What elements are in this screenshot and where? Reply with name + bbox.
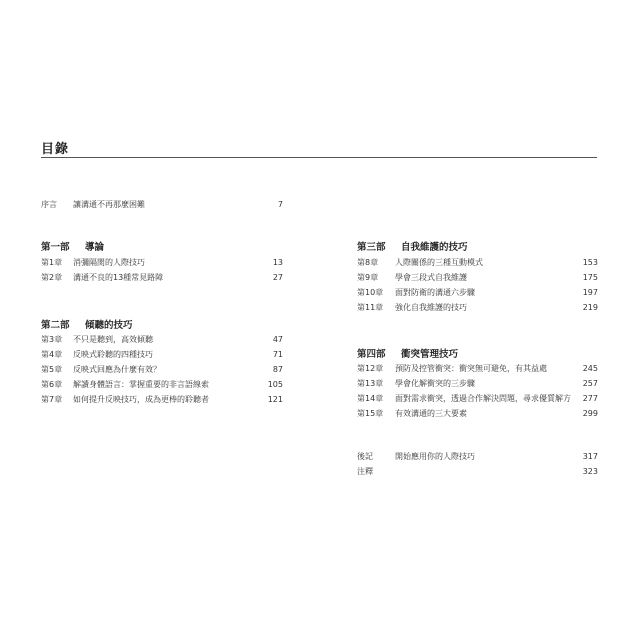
chapter-title: 如何提升反映技巧，成為更棒的聆聽者 [73,395,209,404]
chapter-title: 溝通不良的13種常見路障 [73,273,164,282]
afterword-page: 317 [582,452,598,461]
preface-label: 序言 [41,200,57,209]
chapter-page: 121 [267,395,283,404]
chapter-label: 第9章 [357,273,379,282]
chapter-page: 245 [582,364,598,373]
chapter-title: 反映式回應為什麼有效？ [73,365,161,374]
chapter-label: 第4章 [41,350,63,359]
chapter-title: 學會化解衝突的三步驟 [395,379,475,388]
chapter-title: 強化自我維護的技巧 [395,303,467,312]
part-name: 導論 [85,242,105,253]
chapter-label: 第13章 [357,379,384,388]
chapter-label: 第15章 [357,409,384,418]
notes-label: 注釋 [357,467,373,476]
part-name: 自我維護的技巧 [401,242,468,253]
chapter-page: 27 [272,273,283,282]
chapter-title: 解讀身體語言：掌握重要的非言語線索 [73,380,209,389]
chapter-label: 第3章 [41,335,63,344]
part-number: 第三部 [357,242,386,253]
chapter-page: 153 [582,258,598,267]
chapter-label: 第11章 [357,303,384,312]
afterword-label: 後記 [357,452,373,461]
part-name: 傾聽的技巧 [85,320,133,331]
chapter-title: 人際關係的三種互動模式 [395,258,483,267]
part-number: 第二部 [41,320,70,331]
chapter-title: 反映式聆聽的四種技巧 [73,350,153,359]
chapter-label: 第5章 [41,365,63,374]
chapter-title: 面對需求衝突，透過合作解決問題，尋求優質解方 [395,394,571,403]
chapter-page: 299 [582,409,598,418]
page-title: 目錄 [41,142,70,157]
chapter-page: 257 [582,379,598,388]
chapter-page: 71 [272,350,283,359]
chapter-page: 87 [272,365,283,374]
part-number: 第四部 [357,349,386,360]
chapter-title: 不只是聽到，高效傾聽 [73,335,153,344]
chapter-page: 277 [582,394,598,403]
preface-page: 7 [277,200,283,209]
chapter-label: 第6章 [41,380,63,389]
chapter-label: 第8章 [357,258,379,267]
part-name: 衝突管理技巧 [401,349,459,360]
chapter-title: 有效溝通的三大要素 [395,409,467,418]
chapter-page: 175 [582,273,598,282]
preface-title: 讓溝通不再那麼困難 [73,200,145,209]
notes-page: 323 [582,467,598,476]
chapter-page: 197 [582,288,598,297]
chapter-page: 47 [272,335,283,344]
chapter-label: 第7章 [41,395,63,404]
title-divider [41,157,597,158]
chapter-page: 13 [272,258,283,267]
chapter-label: 第14章 [357,394,384,403]
chapter-title: 學會三段式自我維護 [395,273,467,282]
chapter-page: 105 [267,380,283,389]
chapter-label: 第2章 [41,273,63,282]
part-number: 第一部 [41,242,70,253]
chapter-page: 219 [582,303,598,312]
chapter-label: 第12章 [357,364,384,373]
chapter-title: 預防及控管衝突：衝突無可避免，有其益處 [395,364,547,373]
afterword-title: 開始應用你的人際技巧 [395,452,475,461]
chapter-title: 消彌隔閡的人際技巧 [73,258,145,267]
chapter-title: 面對防衛的溝通六步驟 [395,288,475,297]
chapter-label: 第10章 [357,288,384,297]
chapter-label: 第1章 [41,258,63,267]
